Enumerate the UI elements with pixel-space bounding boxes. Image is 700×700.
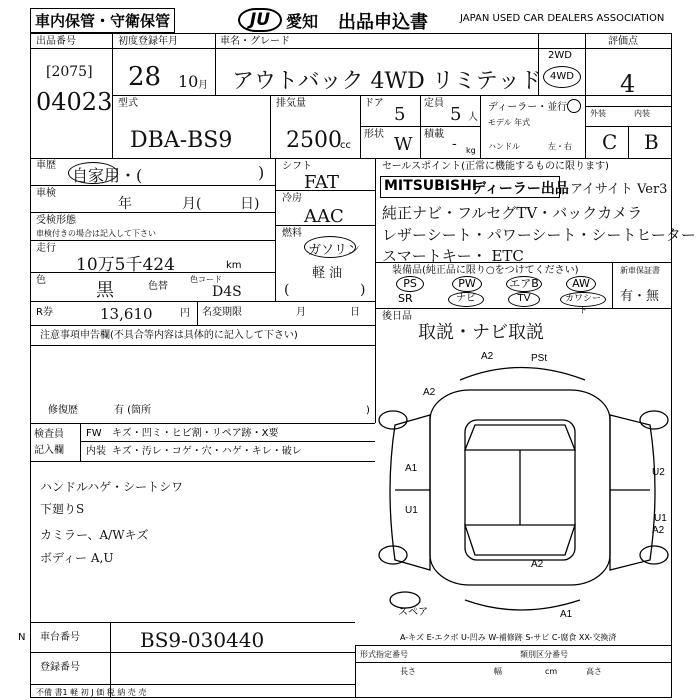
equipment-label: 装備品(純正品に限り○をつけてください) xyxy=(392,265,579,276)
delivery-label: 受検形態 xyxy=(36,215,76,226)
damage-legend: A-キズ E-エクボ U-凹み W-補修跡 S-サビ C-腐食 XX-交換済 xyxy=(400,633,617,642)
history-close: ) xyxy=(258,163,265,182)
score-label: 評価点 xyxy=(608,36,638,47)
association-name: JAPAN USED CAR DEALERS ASSOCIATION xyxy=(460,13,665,24)
inspector-entry-label: 記入欄 xyxy=(34,445,64,456)
fuel-other-close: ) xyxy=(360,282,366,298)
mark-rear-a2: A2 xyxy=(531,559,544,570)
selling-line-2: レザーシート・パワーシート・シートヒーター xyxy=(382,226,696,244)
aircon-value: AAC xyxy=(304,206,344,227)
doors-label: ドア xyxy=(364,98,384,109)
ju-logo: JU xyxy=(238,8,282,32)
selling-points-label: セールスポイント(正常に機能するものに限ります) xyxy=(382,161,609,172)
interior-options: キズ・汚レ・コゲ・穴・ハゲ・キレ・破レ xyxy=(112,446,302,457)
handle-label: ハンドル xyxy=(488,142,520,151)
capacity-unit: 人 xyxy=(468,112,478,123)
inspection-label: 車検 xyxy=(36,188,56,199)
interior-check-label: 内装 xyxy=(86,446,106,457)
name-change-label: 名変期限 xyxy=(202,307,242,318)
form-title: 出品申込書 xyxy=(338,12,428,33)
storage-title: 車内保管・守衛保管 xyxy=(30,8,175,33)
color-code-label: 色コード xyxy=(190,275,222,284)
name-change-day: 日 xyxy=(350,307,360,318)
delivery-note: 車検付きの場合は記入して下さい xyxy=(36,229,156,238)
fw-options: キズ・凹ミ・ヒビ割・リペア跡・X要 xyxy=(112,428,279,439)
repair-history-close: ) xyxy=(366,405,370,416)
equip-ps: PS xyxy=(396,276,424,292)
shift-value: FAT xyxy=(304,172,339,193)
warranty-options: 有・無 xyxy=(620,289,660,304)
mileage-label: 走行 xyxy=(36,243,56,254)
hand-note-2: 下廻りS xyxy=(40,502,85,516)
mitsubishi-brand: MITSUBISHI xyxy=(384,178,478,194)
equip-airbag: エアB xyxy=(506,276,542,292)
dealer-listing-text: ディーラー出品 xyxy=(472,181,569,197)
eyesight-text: アイサイト Ver3 xyxy=(570,182,668,197)
load-value: - xyxy=(452,136,457,152)
capacity-label: 定員 xyxy=(424,98,444,109)
aircon-label: 冷房 xyxy=(282,193,302,204)
inspection-day: 日) xyxy=(240,196,260,212)
mileage-unit: km xyxy=(226,260,242,271)
fw-label: FW xyxy=(86,428,102,439)
brand-name: 愛知 xyxy=(286,12,319,31)
shift-label: シフト xyxy=(282,161,312,172)
equip-pw: PW xyxy=(452,276,482,292)
mark-front-pst: PSt xyxy=(531,353,548,364)
dealer-label: ディーラー・並行 xyxy=(488,102,568,113)
displacement-unit: cc xyxy=(340,140,351,151)
dealer-circle xyxy=(567,99,581,113)
inspector-label: 検査員 xyxy=(34,429,64,440)
fuel-diesel: 軽 油 xyxy=(312,266,343,281)
mark-right-u2: U2 xyxy=(652,467,665,478)
bottom-row-labels: 不備 書1 軽 初 J 価 税 納 売 売 xyxy=(36,688,147,697)
chassis-label: 車台番号 xyxy=(40,632,80,643)
height-label: 高さ xyxy=(586,667,602,676)
equip-aw: AW xyxy=(566,276,596,292)
model-value: DBA-BS9 xyxy=(130,128,233,153)
form-spec-label: 形式指定番号 xyxy=(360,650,408,659)
mark-right-a2: A2 xyxy=(652,525,665,536)
repair-history-label: 修復歴 xyxy=(48,405,78,416)
model-year-label: モデル 年式 xyxy=(488,118,531,127)
length-label: 長さ xyxy=(400,667,416,676)
shape-value: W xyxy=(394,134,413,155)
mark-rear-a1: A1 xyxy=(560,609,573,620)
car-damage-diagram xyxy=(375,345,672,630)
chassis-marker: N xyxy=(18,632,26,643)
mark-left-a2: A2 xyxy=(423,387,436,398)
width-label: 幅 xyxy=(494,667,502,676)
exterior-label: 外装 xyxy=(590,109,606,118)
mark-left-a1: A1 xyxy=(405,463,418,474)
hand-note-1: ハンドルハゲ・シートシワ xyxy=(40,480,184,494)
equip-navi: ナビ xyxy=(448,292,484,307)
color-code: D4S xyxy=(212,284,242,300)
load-label: 積載 xyxy=(424,129,444,140)
displacement-value: 2500 xyxy=(286,128,342,153)
car-name: アウトバック 4WD リミテッド xyxy=(232,69,542,94)
spare-label: スペア xyxy=(398,607,428,618)
model-label: 型式 xyxy=(118,98,138,109)
notes-label: 注意事項申告欄(不具合等内容は具体的に記入して下さい) xyxy=(40,330,298,341)
color-change-label: 色替 xyxy=(148,281,168,292)
hand-note-3: カミラー、A/Wキズ xyxy=(40,528,149,542)
interior-grade: B xyxy=(644,130,659,154)
size-unit: cm xyxy=(545,667,558,676)
2wd-label: 2WD xyxy=(548,50,572,61)
chassis-number: BS9-030440 xyxy=(140,628,265,652)
mark-right-u1: U1 xyxy=(654,513,667,524)
exterior-grade: C xyxy=(602,130,618,154)
load-unit: kg xyxy=(466,146,476,155)
doors-value: 5 xyxy=(394,104,406,125)
equip-sr: SR xyxy=(398,292,413,305)
plate-label: 登録番号 xyxy=(40,662,80,673)
registration-month-unit: 月 xyxy=(198,80,208,91)
class-number-label: 類別区分番号 xyxy=(520,650,568,659)
fuel-label: 燃料 xyxy=(282,228,302,239)
hand-note-4: ボディー A,U xyxy=(40,551,114,565)
handle-options: 左・右 xyxy=(548,142,572,151)
shape-label: 形状 xyxy=(364,129,384,140)
fuel-gasoline: ガソリン xyxy=(308,243,361,258)
equip-tv: TV xyxy=(508,292,540,307)
equip-leather-seat: カワシート xyxy=(560,292,606,307)
lot-number-label: 出品番号 xyxy=(36,36,76,47)
recycle-label: R券 xyxy=(36,307,53,318)
registration-year: 28 xyxy=(128,62,162,92)
aftermarket-label: 後日品 xyxy=(382,311,412,322)
recycle-unit: 円 xyxy=(180,308,190,319)
displacement-label: 排気量 xyxy=(276,98,306,109)
fuel-other: ( xyxy=(284,282,290,298)
inspection-month: 月( xyxy=(182,196,202,212)
capacity-value: 5 xyxy=(450,104,462,125)
name-change-month: 月 xyxy=(296,307,306,318)
aftermarket-value: 取説・ナビ取説 xyxy=(418,322,544,343)
inspection-year: 年 xyxy=(118,196,132,212)
mark-left-u1: U1 xyxy=(405,505,418,516)
car-name-label: 車名・グレード xyxy=(220,36,290,47)
history-value: 自家用・( xyxy=(72,166,143,185)
mark-front-a2: A2 xyxy=(481,351,494,362)
interior-label: 内装 xyxy=(634,109,650,118)
repair-history-value: 有 (箇所 xyxy=(114,405,152,416)
selling-line-1: 純正ナビ・フルセグTV・バックカメラ xyxy=(382,204,643,222)
recycle-value: 13,610 xyxy=(100,305,153,323)
4wd-circled: 4WD xyxy=(543,66,581,88)
mileage-value: 10万5千424 xyxy=(76,255,175,275)
registration-label: 初度登録年月 xyxy=(118,36,178,47)
selling-line-3: スマートキー・ ETC xyxy=(382,247,524,265)
color-label: 色 xyxy=(36,275,46,286)
score-value: 4 xyxy=(620,70,636,98)
warranty-label: 新車保証書 xyxy=(620,266,660,275)
lot-sub-number: [2075] xyxy=(46,64,93,80)
history-label: 車歴 xyxy=(36,160,56,171)
registration-month: 10 xyxy=(178,72,199,91)
color-value: 黒 xyxy=(96,280,114,301)
lot-number: 04023 xyxy=(36,88,113,116)
